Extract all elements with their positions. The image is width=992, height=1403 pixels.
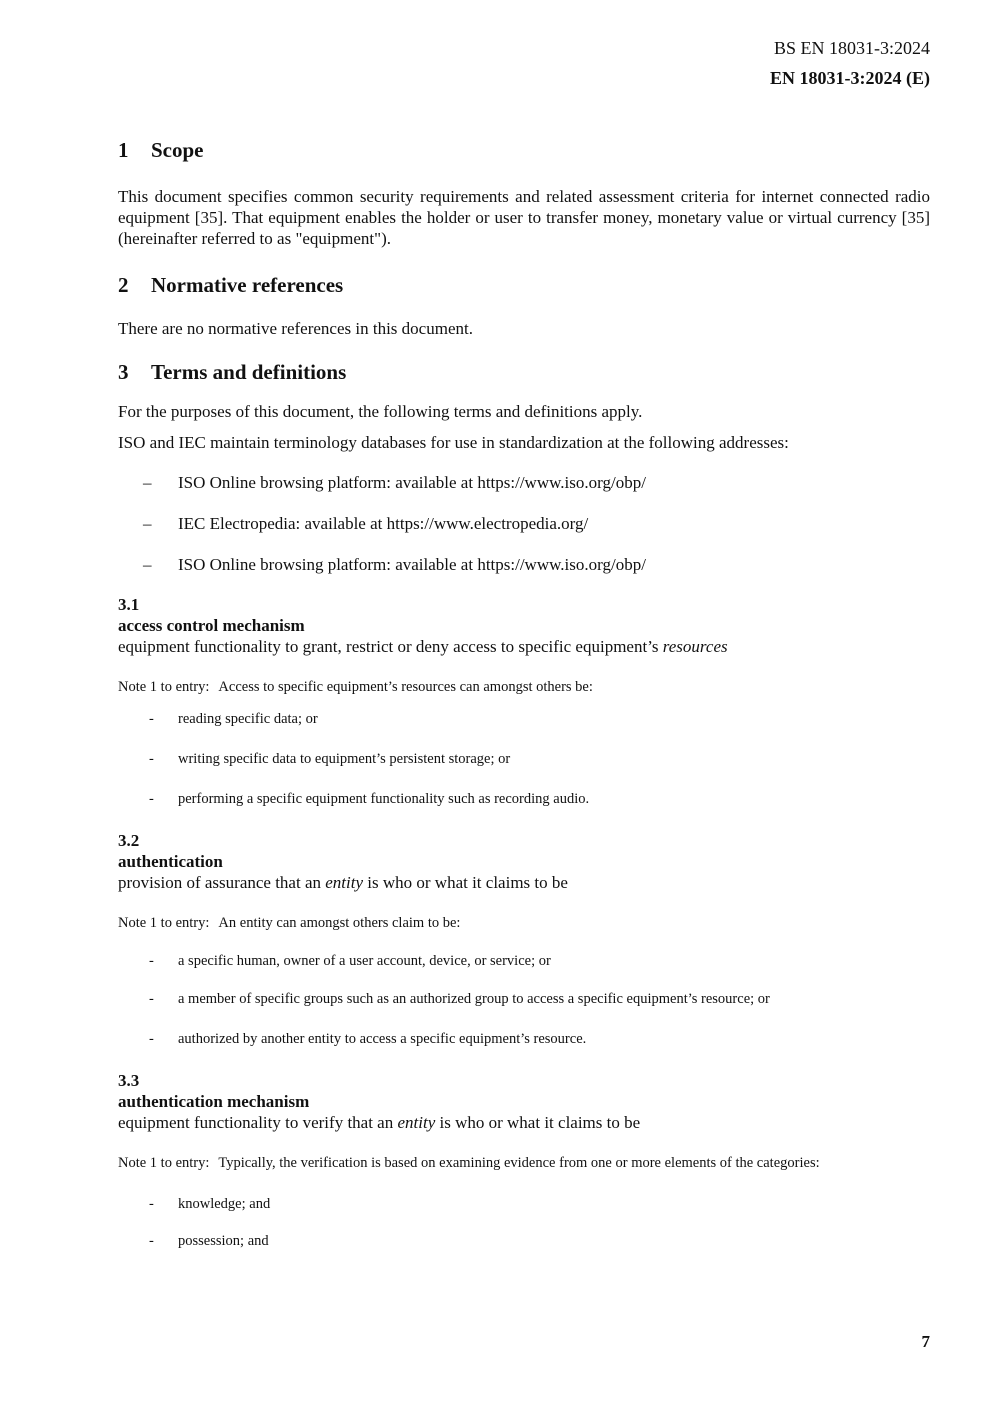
- term-entry-head: [118, 594, 930, 657]
- list-item-text: authorized by another entity to access a specific equipment’s resource.: [178, 1031, 587, 1047]
- list-item: [118, 990, 930, 1008]
- note-to-entry: [118, 678, 930, 696]
- list-item: [118, 790, 930, 808]
- section-number: 2: [118, 273, 129, 297]
- hyphen-bullet: -: [149, 711, 154, 727]
- list-item-text: a specific human, owner of a user account, device, or service; or: [178, 953, 551, 969]
- definition-text: equipment functionality to grant, restrict or deny access to specific equipment’s: [118, 637, 663, 656]
- term-entry-3-3: [118, 1070, 930, 1250]
- section-heading-normative-references: [118, 273, 930, 298]
- note-to-entry: [118, 1154, 930, 1172]
- term-definition: [118, 872, 930, 893]
- note-list: [118, 952, 930, 1048]
- note-text: Typically, the verification is based on examining evidence from one or more elements of the categories:: [218, 1155, 820, 1171]
- hyphen-bullet: -: [149, 1031, 154, 1047]
- hyphen-bullet: -: [149, 991, 154, 1007]
- list-item: [118, 472, 930, 493]
- definition-italic-term: entity: [325, 873, 364, 892]
- page-number: 7: [921, 1332, 930, 1351]
- section-title: Normative references: [151, 273, 344, 297]
- term-number: 3.3: [118, 1071, 140, 1090]
- list-item: [118, 952, 930, 970]
- standard-reference-bs: BS EN 18031-3:2024: [773, 38, 930, 58]
- section-heading-terms-definitions: [118, 360, 930, 385]
- list-item-text: possession; and: [178, 1233, 269, 1249]
- term-entry-head: [118, 830, 930, 893]
- term-number: 3.1: [118, 595, 140, 614]
- term-name: authentication: [118, 852, 223, 871]
- section-heading-scope: [118, 138, 930, 163]
- list-item: [118, 1232, 930, 1250]
- list-item-text: writing specific data to equipment’s persistent storage; or: [178, 751, 511, 767]
- database-link-text: ISO Online browsing platform: available at https://www.iso.org/obp/: [178, 473, 646, 492]
- definition-text: equipment functionality to verify that an: [118, 1113, 398, 1132]
- dash-bullet: –: [143, 473, 152, 492]
- dash-bullet: –: [143, 555, 152, 574]
- section-number: 1: [118, 138, 129, 162]
- definition-text: is who or what it claims to be: [435, 1113, 641, 1132]
- database-link-text: ISO Online browsing platform: available at https://www.iso.org/obp/: [178, 555, 646, 574]
- note-list: [118, 710, 930, 808]
- definition-italic-term: resources: [662, 637, 728, 656]
- note-text: Access to specific equipment’s resources can amongst others be:: [218, 679, 593, 695]
- term-entry-3-1: [118, 594, 930, 808]
- definition-text: is who or what it claims to be: [363, 873, 568, 892]
- terms-intro-apply: For the purposes of this document, the following terms and definitions apply.: [118, 402, 643, 421]
- term-definition: [118, 636, 930, 657]
- list-item-text: a member of specific groups such as an authorized group to access a specific equipment’s resource; or: [178, 991, 770, 1007]
- hyphen-bullet: -: [149, 751, 154, 767]
- list-item: [118, 513, 930, 534]
- hyphen-bullet: -: [149, 953, 154, 969]
- terminology-database-list: [118, 472, 930, 575]
- definition-text: provision of assurance that an: [118, 873, 326, 892]
- terms-intro-databases: ISO and IEC maintain terminology databases for use in standardization at the following addresses:: [118, 433, 789, 452]
- term-definition: [118, 1112, 930, 1133]
- normative-references-paragraph: There are no normative references in this document.: [118, 319, 473, 338]
- definition-italic-term: entity: [397, 1113, 436, 1132]
- list-item: [118, 710, 930, 728]
- note-list: [118, 1195, 930, 1250]
- note-label: Note 1 to entry:: [118, 1155, 210, 1171]
- page-header: [118, 33, 930, 93]
- list-item: [118, 1195, 930, 1213]
- list-item-text: knowledge; and: [178, 1196, 271, 1212]
- section-title: Terms and definitions: [151, 360, 347, 384]
- list-item: [118, 1030, 930, 1048]
- hyphen-bullet: -: [149, 1233, 154, 1249]
- database-link-text: IEC Electropedia: available at https://www.electropedia.org/: [178, 514, 589, 533]
- hyphen-bullet: -: [149, 1196, 154, 1212]
- note-text: An entity can amongst others claim to be:: [218, 915, 461, 931]
- dash-bullet: –: [143, 514, 152, 533]
- hyphen-bullet: -: [149, 791, 154, 807]
- term-number: 3.2: [118, 831, 140, 850]
- list-item: [118, 554, 930, 575]
- term-name: access control mechanism: [118, 616, 305, 635]
- note-label: Note 1 to entry:: [118, 915, 210, 931]
- term-entry-3-2: [118, 830, 930, 1048]
- list-item-text: reading specific data; or: [178, 711, 318, 727]
- list-item-text: performing a specific equipment functionality such as recording audio.: [178, 791, 590, 807]
- term-name: authentication mechanism: [118, 1092, 310, 1111]
- section-title: Scope: [151, 138, 204, 162]
- list-item: [118, 750, 930, 768]
- note-label: Note 1 to entry:: [118, 679, 210, 695]
- term-entry-head: [118, 1070, 930, 1133]
- note-to-entry: [118, 914, 930, 932]
- section-number: 3: [118, 360, 129, 384]
- scope-paragraph: This document specifies common security requirements and related assessment criteria for internet connected radio equipment [35]. That equipment enables the holder or user to transfer money, monetary value or virtual currency [35] (hereinafter referred to as "equipment").: [118, 187, 930, 248]
- standard-reference-en: EN 18031-3:2024 (E): [770, 68, 930, 88]
